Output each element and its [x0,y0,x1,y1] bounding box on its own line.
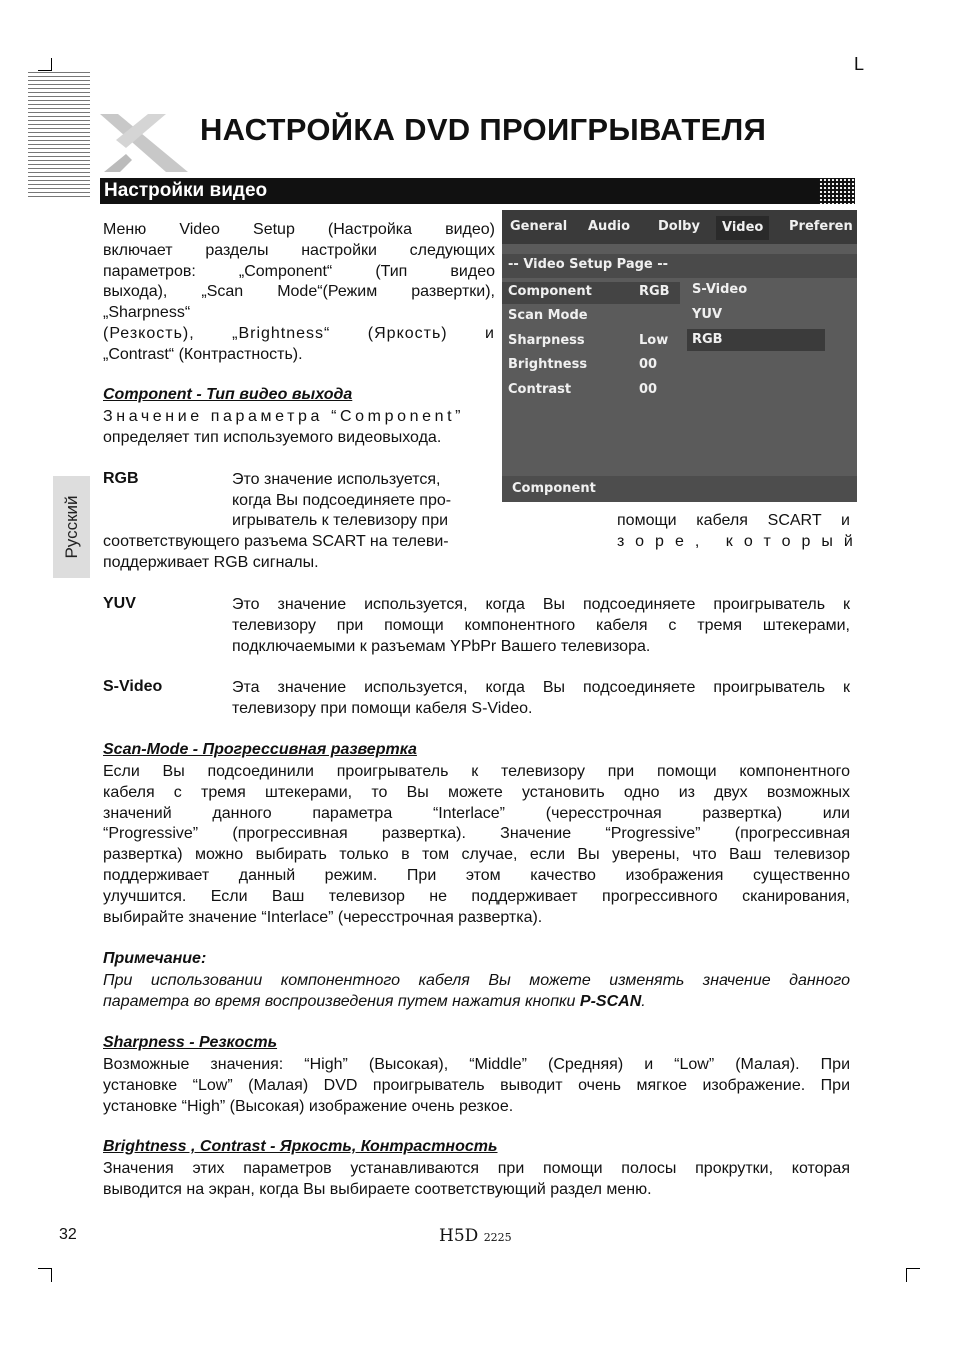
term-rgb: RGB [103,470,139,487]
osd-option: S-Video [692,282,748,297]
section-dots [819,178,855,204]
corner-mark: L [854,54,865,74]
crop-mark [51,1268,52,1282]
scan-line: значений данного параметра “Interlace” (чересстрочная развертка) или [103,804,850,822]
note-line: При использовании компонентного кабеля Вы можете изменять значение данного [103,972,850,989]
header-stripes [28,72,90,200]
intro-line: „Sharpness“ [103,304,191,322]
component-heading: Component - Тип видео выхода [103,386,353,403]
term-svideo: S-Video [103,678,163,695]
video-setup-screenshot [502,210,857,502]
scan-line: выбирайте значение “Interlace” (чересстрочная развертка). [103,908,543,926]
scan-line: Если Вы подсоединили проигрыватель к телевизору при помощи компонентного [103,763,850,780]
sharpness-text [103,1055,850,1117]
osd-row-label: Contrast [508,382,572,397]
rgb-line: зоре, который [617,533,864,550]
rgb-line: поддерживает RGB сигналы. [103,554,319,571]
yuv-line: телевизору при помощи компонентного кабеля с тремя штекерами, [232,616,850,634]
brightness-line: Значения этих параметров устанавливаются при помощи полосы прокрутки, которая [103,1160,850,1177]
yuv-line: подключаемыми к разъемам YPbPr Вашего телевизора. [232,637,651,655]
scan-heading: Scan-Mode - Прогрессивная развертка [103,741,417,758]
osd-option: YUV [692,307,723,322]
osd-tab-audio: Audio [588,219,631,234]
osd-tab-general: General [510,219,568,234]
osd-row-value: 00 [639,357,658,372]
intro-line: параметров: „Component“ (Тип видео [103,262,495,280]
osd-row-label: Sharpness [508,333,585,348]
crop-mark [906,1268,907,1282]
component-line: Значение параметра “Component” [103,408,465,425]
osd-tab-dolby: Dolby [658,219,700,234]
osd-row-label: Brightness [508,357,588,372]
page-title: НАСТРОЙКА DVD ПРОИГРЫВАТЕЛЯ [200,112,767,147]
section-title: Настройки видео [104,180,268,201]
language-label: Русский [61,495,81,559]
x-logo-icon [96,108,196,176]
yuv-line: Это значение используется, когда Вы подсоединяете проигрыватель к [232,596,850,613]
sharpness-line: установке “High” (Высокая) изображение очень резкое. [103,1097,514,1115]
intro-line: выхода), „Scan Mode“(Режим развертки), [103,283,495,301]
scan-line: улучшится. Если Ваш телевизор не поддерживает прогрессивного сканирования, [103,887,850,905]
osd-row-value: 00 [639,382,658,397]
rgb-line: когда Вы подсоединяете про- [232,492,452,509]
intro-text [103,220,495,366]
intro-line: Меню Video Setup (Настройка видео) [103,221,495,238]
osd-tab-preferen: Preferen [789,219,853,234]
note-line [103,992,850,1013]
osd-row-value: Low [639,333,669,348]
model-number: 2225 [483,1231,512,1244]
rgb-line: соответствующего разъема SCART на телеви- [103,533,449,550]
osd-page-header [502,254,857,278]
scan-line: “Progressive” (прогрессивная развертка). Значение “Progressive” (прогрессивная [103,825,850,843]
pscan-key: P-SCAN [579,992,642,1010]
osd-option: RGB [692,332,723,347]
language-tab [53,476,90,578]
scan-line: развертка) можно выбирать только в том случае, если Вы уверены, что Ваш телевизор [103,846,850,864]
scan-line: поддерживает данный режим. При этом качество изображения существенно [103,866,850,884]
intro-line: включает разделы настройки следующих [103,241,495,259]
crop-mark [38,1268,52,1269]
osd-footer-label: Component [512,481,596,496]
note-end: . [641,992,646,1010]
section-header [100,178,855,204]
osd-tab-video: Video [716,216,769,240]
brightness-text [103,1159,850,1201]
yuv-text [232,595,850,657]
brightness-line: выводится на экран, когда Вы выбираете соответствующий раздел меню. [103,1180,652,1198]
note-line-text: параметра во время воспроизведения путем нажатия кнопки [103,992,576,1010]
sharpness-line: Возможные значения: “High” (Высокая), “Middle” (Средняя) и “Low” (Малая). При [103,1056,850,1073]
crop-mark [906,1268,920,1269]
sharpness-heading: Sharpness - Резкость [103,1034,278,1051]
crop-mark [38,70,52,71]
osd-footer [502,476,857,502]
intro-line: (Резкость), „Brightness“ (Яркость) и [103,324,495,342]
brightness-heading: Brightness , Contrast - Яркость, Контрастность [103,1138,498,1155]
osd-row-value: RGB [639,284,670,299]
rgb-line: Это значение используется, [232,471,441,488]
note-text [103,971,850,1013]
svideo-text [232,678,850,720]
svideo-line: Эта значение используется, когда Вы подсоединяете проигрыватель к [232,679,850,696]
model-logo-text: H5D [439,1226,479,1246]
osd-page-title: -- Video Setup Page -- [508,257,669,272]
page-number: 32 [59,1226,77,1243]
component-line: определяет тип используемого видеовыхода. [103,429,442,446]
model-logo [439,1226,512,1246]
osd-row-label: Component [508,284,592,299]
term-yuv: YUV [103,595,136,612]
rgb-line: игрыватель к телевизору при [232,512,449,529]
intro-line: „Contrast“ (Контрастность). [103,345,303,363]
crop-mark [51,58,52,71]
sharpness-line: установке “Low” (Малая) DVD проигрыватель выводит очень мягкое изображение. При [103,1076,850,1094]
rgb-line: помощи кабеля SCART и [617,512,850,529]
osd-tab-bar [502,210,857,244]
svideo-line: телевизору при помощи кабеля S-Video. [232,699,533,717]
scan-text [103,762,850,928]
scan-line: кабеля с тремя штекерами, то Вы можете установить одно из двух возможных [103,783,850,801]
note-heading: Примечание: [103,950,207,967]
osd-row-label: Scan Mode [508,308,588,323]
